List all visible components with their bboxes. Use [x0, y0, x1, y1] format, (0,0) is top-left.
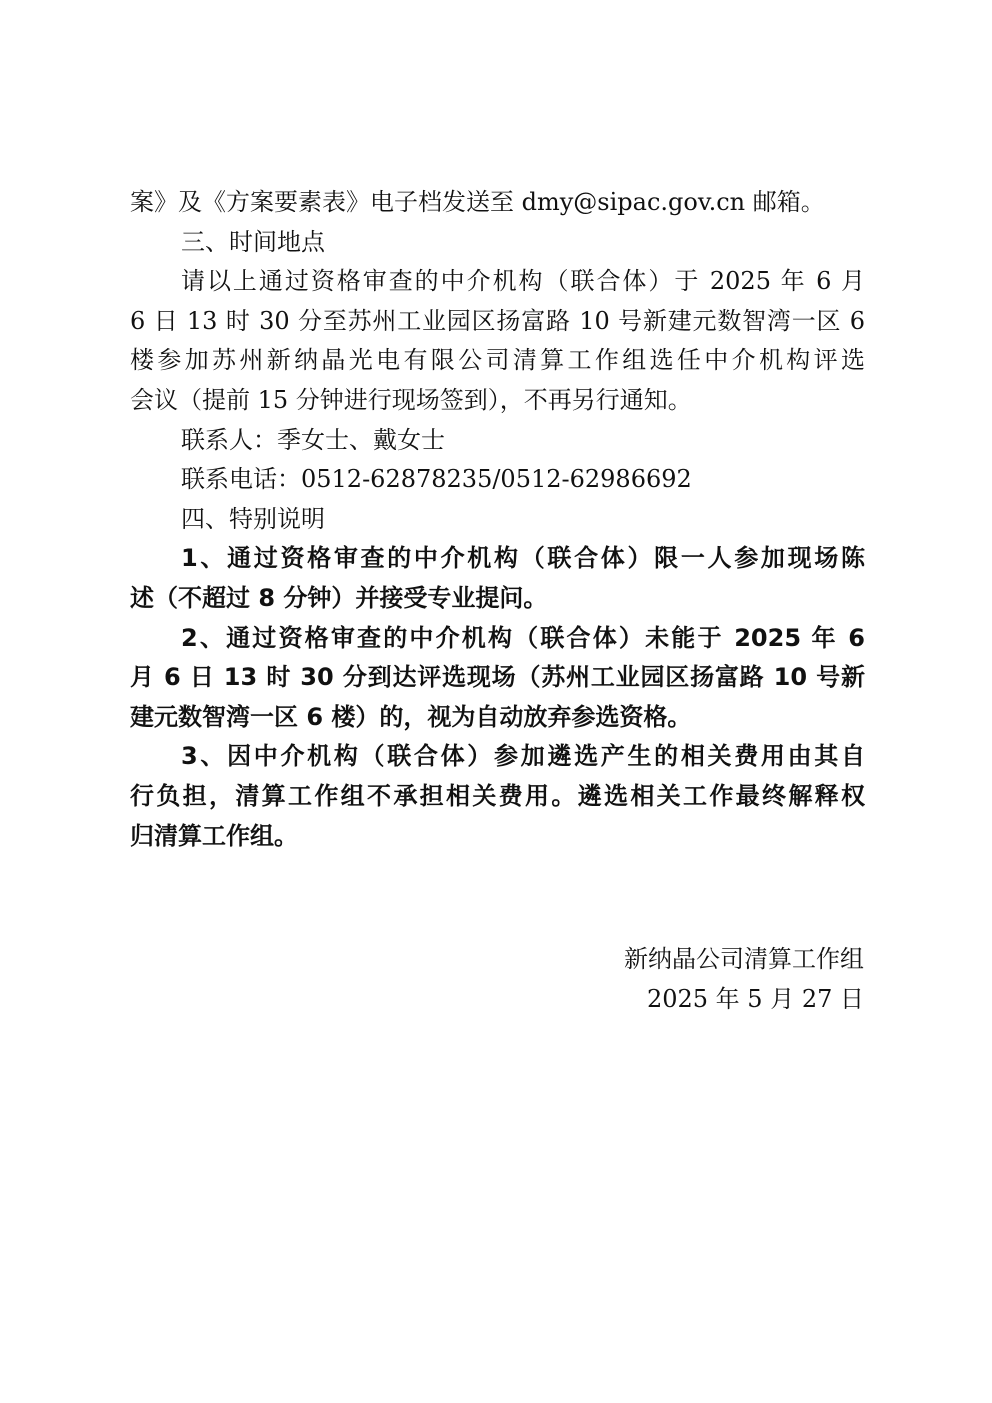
note-3-line-3: 归清算工作组。 [130, 821, 298, 850]
signature-org: 新纳晶公司清算工作组 [624, 945, 864, 973]
paragraph-time-place-line-3: 楼参加苏州新纳晶光电有限公司清算工作组选任中介机构评选 [130, 346, 865, 375]
note-2-line-3: 建元数智湾一区 6 楼）的，视为自动放弃参选资格。 [130, 702, 692, 731]
contact-phone: 联系电话：0512-62878235/0512-62986692 [181, 465, 692, 494]
contact-person: 联系人：季女士、戴女士 [181, 425, 445, 454]
signature-date: 2025 年 5 月 27 日 [646, 984, 864, 1013]
paragraph-time-place-line-4: 会议（提前 15 分钟进行现场签到），不再另行通知。 [130, 385, 692, 414]
document-body [130, 183, 865, 856]
paragraph-time-place-line-2: 6 日 13 时 30 分至苏州工业园区扬富路 10 号新建元数智湾一区 6 [130, 306, 865, 335]
section-heading-time-place: 三、时间地点 [181, 227, 325, 256]
paragraph-submission-line-1: 案》及《方案要素表》电子档发送至 dmy@sipac.gov.cn 邮箱。 [130, 188, 825, 216]
note-3-line-1: 3、因中介机构（联合体）参加遴选产生的相关费用由其自 [181, 742, 865, 771]
paragraph-time-place-line-1: 请以上通过资格审查的中介机构（联合体）于 2025 年 6 月 [181, 267, 865, 296]
note-3-line-2: 行负担，清算工作组不承担相关费用。遴选相关工作最终解释权 [130, 781, 865, 810]
note-2-line-2: 月 6 日 13 时 30 分到达评选现场（苏州工业园区扬富路 10 号新 [130, 663, 865, 692]
section-heading-special-notes: 四、特别说明 [181, 504, 325, 533]
signature-block [624, 940, 864, 1019]
note-1-line-1: 1、通过资格审查的中介机构（联合体）限一人参加现场陈 [181, 544, 865, 573]
note-2-line-1: 2、通过资格审查的中介机构（联合体）未能于 2025 年 6 [181, 623, 865, 652]
note-1-line-2: 述（不超过 8 分钟）并接受专业提问。 [130, 583, 548, 612]
